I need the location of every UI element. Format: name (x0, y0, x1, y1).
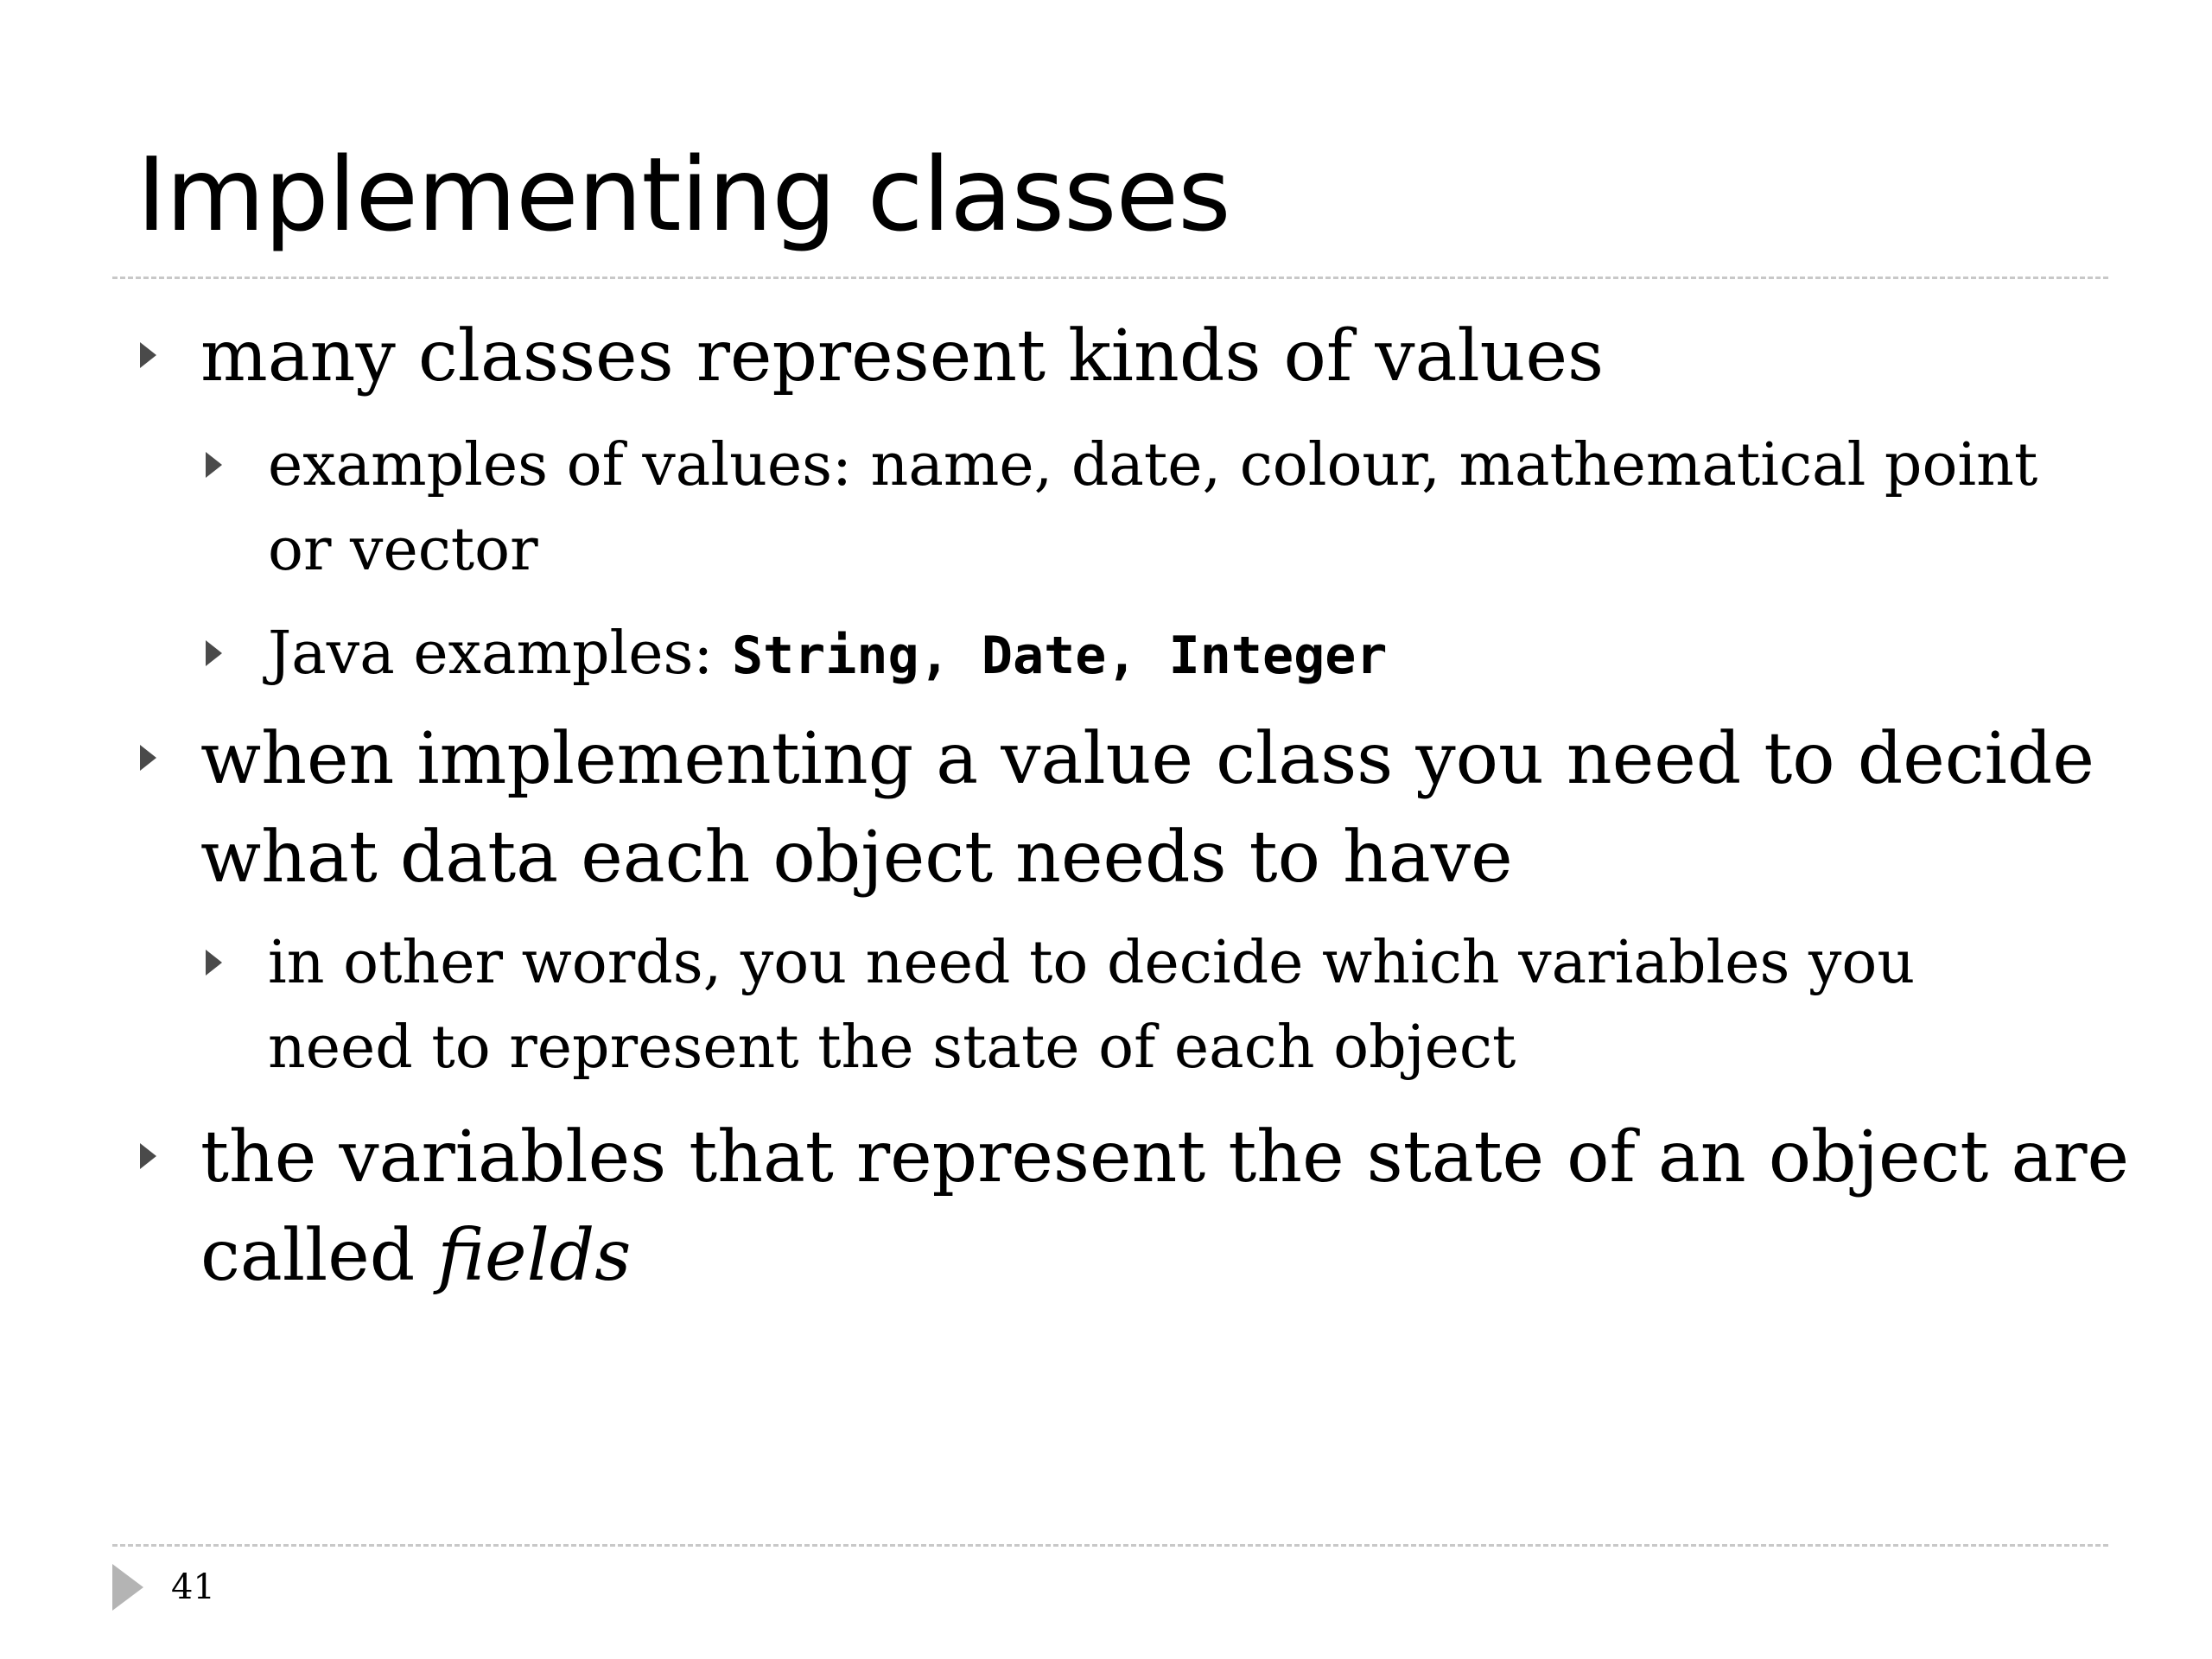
triangle-bullet-icon (140, 342, 156, 368)
bullet-line: what data each object needs to have (200, 817, 1513, 899)
sub-bullet-item (268, 423, 2037, 593)
sub-bullet-line: examples of values: name, date, colour, mathematical point (268, 431, 2038, 499)
code-example: String, Date, Integer (731, 626, 1388, 686)
triangle-bullet-icon (206, 950, 222, 976)
footer-divider (112, 1544, 2108, 1547)
bullet-line: the variables that represent the state of an object are (200, 1116, 2130, 1198)
bullet-text: many classes represent kinds of values (200, 315, 1605, 397)
emphasized-term: fields (437, 1215, 632, 1297)
triangle-bullet-icon (206, 452, 222, 478)
sub-bullet-line: need to represent the state of each object (268, 1014, 1516, 1082)
bullet-line (200, 1207, 2129, 1306)
sub-bullet-line: or vector (268, 516, 538, 584)
triangle-bullet-icon (140, 1143, 156, 1169)
triangle-bullet-icon (206, 640, 222, 666)
triangle-bullet-icon (140, 745, 156, 771)
sub-bullet-item (268, 612, 1388, 698)
bullet-line: when implementing a value class you need to decide (200, 718, 2094, 800)
page-number: 41 (171, 1567, 215, 1607)
bullet-item (200, 1109, 2129, 1306)
bullet-item (200, 308, 1604, 406)
bullet-item (200, 710, 2094, 907)
sub-bullet-line (268, 612, 1388, 698)
slide-title: Implementing classes (137, 135, 1230, 254)
sub-bullet-item (268, 921, 1915, 1090)
bullet-line-prefix: called (200, 1215, 438, 1297)
sub-bullet-prefix: Java examples: (268, 620, 732, 688)
footer-triangle-icon (112, 1564, 143, 1611)
sub-bullet-line: in other words, you need to decide which variables you (268, 929, 1916, 997)
